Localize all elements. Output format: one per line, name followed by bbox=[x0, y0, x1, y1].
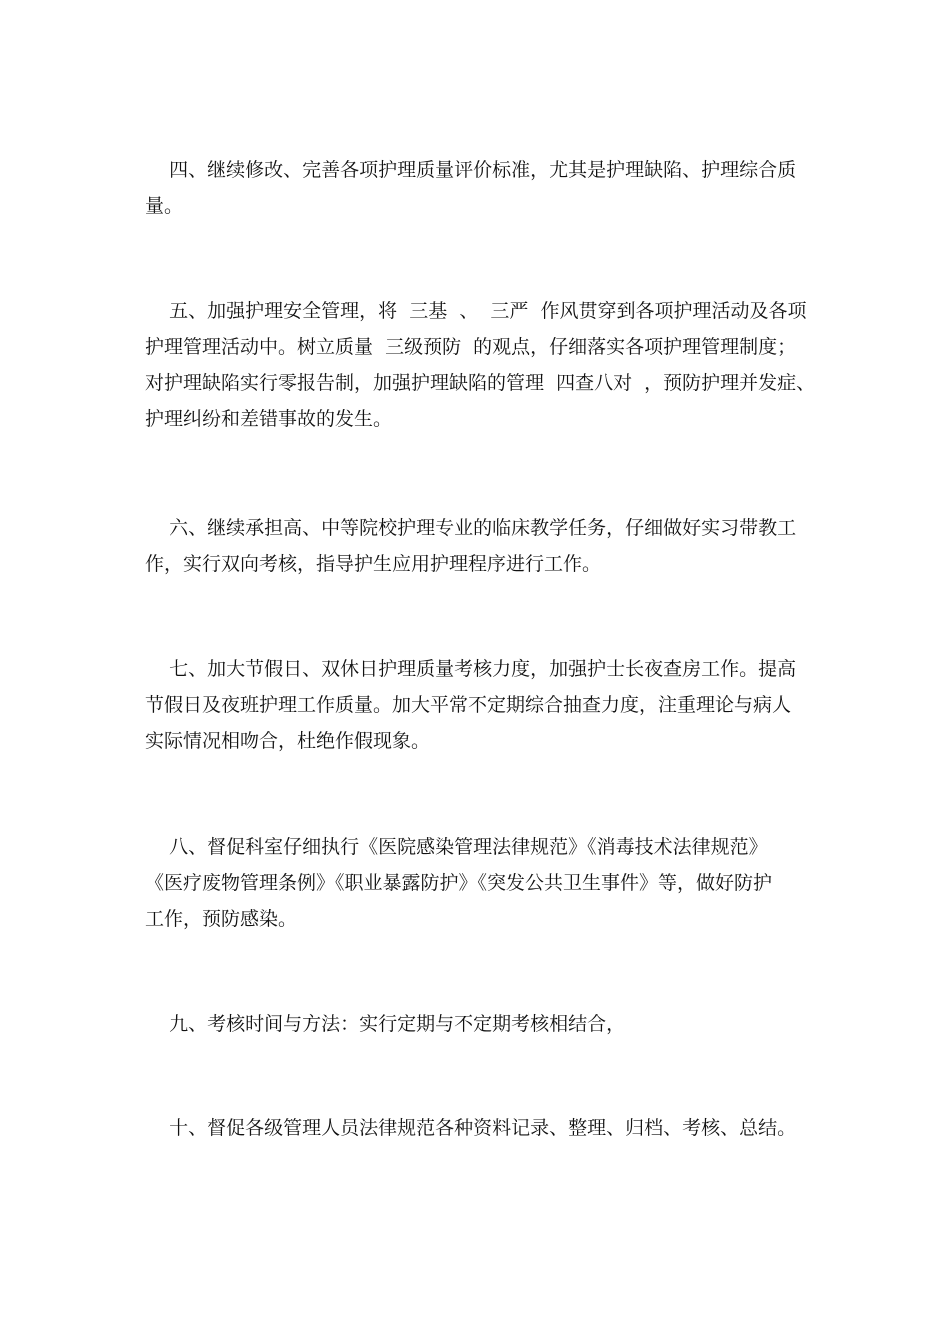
paragraph-item-4 bbox=[145, 152, 810, 224]
paragraph-line: 九、考核时间与方法：实行定期与不定期考核相结合， bbox=[145, 1013, 626, 1035]
paragraph-item-7 bbox=[145, 651, 810, 759]
paragraph-line: 护理管理活动中。树立质量 三级预防 的观点，仔细落实各项护理管理制度； bbox=[145, 336, 797, 358]
paragraph-line: 节假日及夜班护理工作质量。加大平常不定期综合抽查力度，注重理论与病人 bbox=[145, 694, 792, 716]
paragraph-line: 量。 bbox=[145, 195, 184, 217]
paragraph-line: 八、督促科室仔细执行《医院感染管理法律规范》《消毒技术法律规范》 bbox=[145, 836, 768, 858]
paragraph-item-8 bbox=[145, 829, 810, 937]
paragraph-line: 四、继续修改、完善各项护理质量评价标准，尤其是护理缺陷、护理综合质 bbox=[145, 159, 797, 181]
paragraph-line: 实际情况相吻合，杜绝作假现象。 bbox=[145, 730, 431, 752]
paragraph-line: 五、加强护理安全管理，将 三基 、 三严 作风贯穿到各项护理活动及各项 bbox=[145, 300, 807, 322]
paragraph-line: 十、督促各级管理人员法律规范各种资料记录、整理、归档、考核、总结。 bbox=[145, 1117, 797, 1139]
paragraph-item-10 bbox=[145, 1110, 810, 1146]
paragraph-line: 工作，预防感染。 bbox=[145, 908, 298, 930]
paragraph-line: 作，实行双向考核，指导护生应用护理程序进行工作。 bbox=[145, 553, 602, 575]
paragraph-item-5 bbox=[145, 293, 816, 437]
paragraph-line: 《医疗废物管理条例》《职业暴露防护》《突发公共卫生事件》等，做好防护 bbox=[145, 872, 773, 894]
paragraph-item-9 bbox=[145, 1006, 810, 1042]
paragraph-line: 六、继续承担高、中等院校护理专业的临床教学任务，仔细做好实习带教工 bbox=[145, 517, 797, 539]
paragraph-line: 护理纠纷和差错事故的发生。 bbox=[145, 408, 393, 430]
paragraph-line: 对护理缺陷实行零报告制，加强护理缺陷的管理 四查八对 ，预防护理并发症、 bbox=[145, 372, 816, 394]
paragraph-line: 七、加大节假日、双休日护理质量考核力度，加强护士长夜查房工作。提高 bbox=[145, 658, 797, 680]
paragraph-item-6 bbox=[145, 510, 810, 582]
